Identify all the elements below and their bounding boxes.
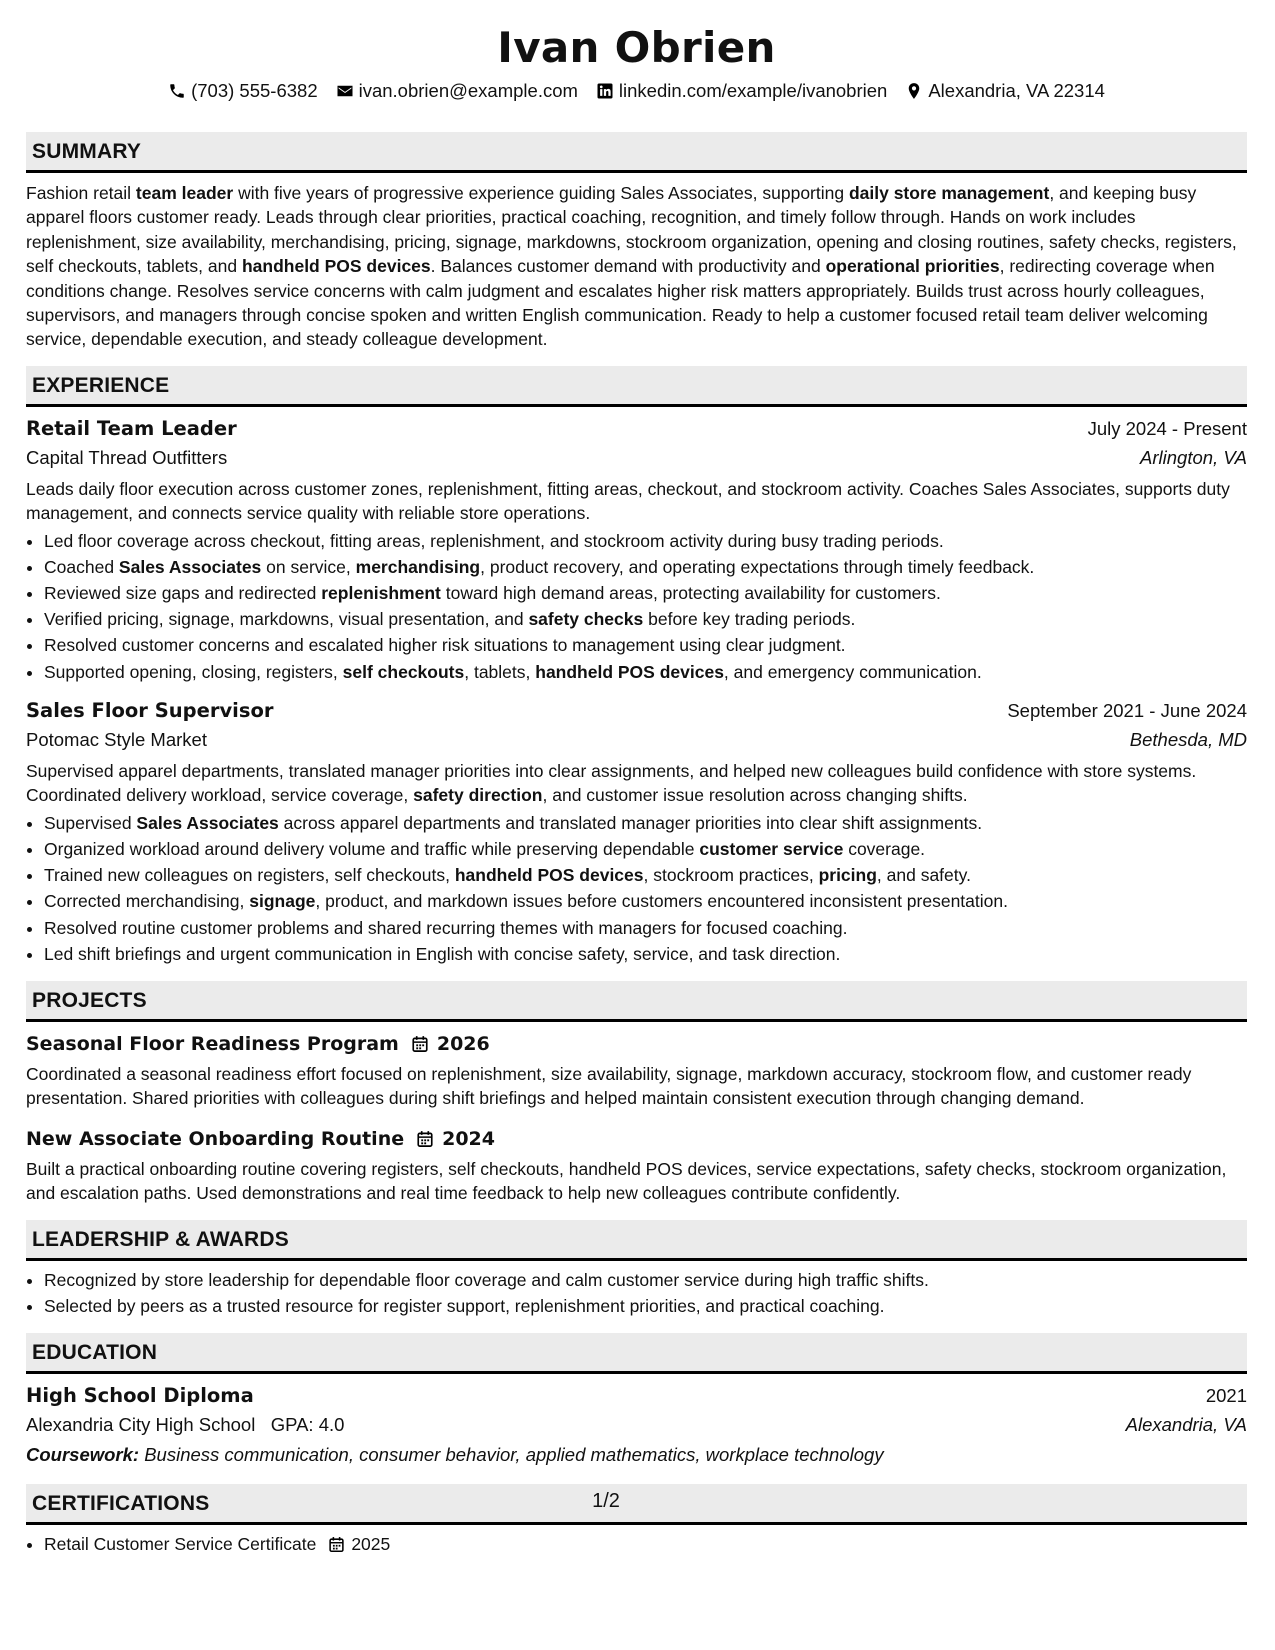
contact-bar — [26, 78, 1247, 104]
project-year: 2026 — [436, 1032, 490, 1055]
job-entry — [26, 697, 1247, 967]
list-item — [44, 1531, 1247, 1557]
list-item: • Selected by peers as a trusted resource for register support, replenishment priorities, and practical coaching. — [44, 1293, 1247, 1319]
list-item: • Led floor coverage across checkout, fitting areas, replenishment, and stockroom activity during busy trading periods. — [44, 528, 1247, 554]
list-item: • Resolved routine customer problems and shared recurring themes with managers for focused coaching. — [44, 915, 1247, 941]
list-item: • Supported opening, closing, registers, self checkouts, tablets, handheld POS devices, and emergency communication. — [44, 659, 1247, 685]
job-dates: September 2021 - June 2024 — [1007, 699, 1247, 721]
location-text: Alexandria, VA 22314 — [928, 80, 1105, 101]
project-year: 2024 — [442, 1127, 495, 1150]
project-description: Built a practical onboarding routine covering registers, self checkouts, handheld POS devices, service expectations, safety checks, stockroom organization, and escalation paths. Used demonstrations and real time feedback to help new colleagues contribute confidently. — [26, 1158, 1227, 1204]
project-name: Seasonal Floor Readiness Program — [26, 1032, 399, 1055]
coursework: Coursework: Business communication, consumer behavior, applied mathematics, workplace technology — [26, 1443, 884, 1465]
contact-location — [905, 78, 1105, 104]
project-name: New Associate Onboarding Routine — [26, 1127, 405, 1150]
leadership-list — [26, 1267, 1247, 1319]
phone-text: (703) 555-6382 — [191, 80, 318, 101]
job-description: Leads daily floor execution across customer zones, replenishment, fitting areas, checkout, and stockroom activity. Coaches Sales Associates, supports duty management, and connects service quality with reliable store operations. — [26, 478, 1230, 524]
certifications-list — [26, 1531, 1247, 1557]
school: Alexandria City High School GPA: 4.0 — [26, 1413, 345, 1435]
contact-linkedin[interactable] — [596, 78, 887, 104]
certification-name: • Retail Customer Service Certificate — [44, 1533, 317, 1554]
phone-icon — [168, 82, 186, 100]
calendar-icon — [328, 1536, 345, 1553]
list-item: • Recognized by store leadership for dependable floor coverage and calm customer service during high traffic shifts. — [44, 1267, 1247, 1293]
map-pin-icon — [905, 82, 923, 100]
project-description: Coordinated a seasonal readiness effort focused on replenishment, size availability, signage, markdown accuracy, stockroom flow, and customer ready presentation. Shared priorities with colleagues during shift briefings and helped maintain consistent execution through changing demand. — [26, 1063, 1192, 1109]
job-description: Supervised apparel departments, translated manager priorities into clear assignments, and helped new colleagues build confidence with store systems. Coordinated delivery workload, service coverage, safety direction, and customer issue resolution across changing shifts. — [26, 760, 1197, 806]
job-bullets — [26, 810, 1247, 967]
list-item: • Organized workload around delivery volume and traffic while preserving dependable customer service coverage. — [44, 836, 1247, 862]
list-item: • Corrected merchandising, signage, product, and markdown issues before customers encountered inconsistent presentation. — [44, 888, 1247, 914]
job-company: Capital Thread Outfitters — [26, 446, 228, 468]
candidate-name: Ivan Obrien — [497, 23, 776, 72]
contact-phone[interactable] — [168, 78, 318, 104]
list-item: • Reviewed size gaps and redirected replenishment toward high demand areas, protecting availability for customers. — [44, 580, 1247, 606]
list-item: • Trained new colleagues on registers, self checkouts, handheld POS devices, stockroom practices, pricing, and safety. — [44, 862, 1247, 888]
section-header-experience: EXPERIENCE — [26, 366, 1247, 407]
section-header-summary: SUMMARY — [26, 132, 1247, 173]
linkedin-icon — [596, 82, 614, 100]
degree: High School Diploma — [26, 1383, 254, 1407]
section-header-certifications: CERTIFICATIONS — [26, 1484, 1247, 1525]
email-text: ivan.obrien@example.com — [358, 80, 578, 101]
list-item: • Verified pricing, signage, markdowns, visual presentation, and safety checks before key trading periods. — [44, 606, 1247, 632]
list-item: • Supervised Sales Associates across apparel departments and translated manager priorities into clear shift assignments. — [44, 810, 1247, 836]
job-title: Retail Team Leader — [26, 416, 237, 440]
list-item: • Coached Sales Associates on service, merchandising, product recovery, and operating expectations through timely feedback. — [44, 554, 1247, 580]
certification-year: 2025 — [351, 1533, 391, 1554]
education-entry — [26, 1382, 1247, 1470]
section-header-education: EDUCATION — [26, 1333, 1247, 1374]
school-location: Alexandria, VA — [1125, 1413, 1247, 1435]
job-location: Arlington, VA — [1140, 446, 1247, 468]
calendar-icon — [411, 1035, 429, 1053]
project-entry — [26, 1030, 1247, 1111]
contact-email[interactable] — [336, 78, 578, 104]
job-title: Sales Floor Supervisor — [26, 698, 274, 722]
list-item: • Resolved customer concerns and escalated higher risk situations to management using clear judgment. — [44, 632, 1247, 658]
job-location: Bethesda, MD — [1129, 728, 1247, 750]
section-header-leadership: LEADERSHIP & AWARDS — [26, 1220, 1247, 1261]
job-bullets — [26, 528, 1247, 685]
calendar-icon — [416, 1130, 434, 1148]
graduation-year: 2021 — [1205, 1384, 1247, 1406]
envelope-icon — [336, 82, 354, 100]
summary-text: Fashion retail team leader with five years of progressive experience guiding Sales Associates, supporting daily store management, and keeping busy apparel floors customer ready. Leads through clear priorities, practical coaching, recognition, and timely follow through. Hands on work includes replenishment, size availability, merchandising, pricing, signage, markdowns, stockroom organization, opening and closing routines, safety checks, registers, self checkouts, tablets, and handheld POS devices. Balances customer demand with productivity and operational priorities, redirecting coverage when conditions change. Resolves service concerns with calm judgment and escalates higher risk matters appropriately. Builds trust across hourly colleagues, supervisors, and managers through concise spoken and written English communication. Ready to help a customer focused retail team deliver welcoming service, dependable execution, and steady colleague development. — [26, 183, 1237, 350]
section-header-projects: PROJECTS — [26, 981, 1247, 1022]
list-item: • Led shift briefings and urgent communication in English with concise safety, service, and task direction. — [44, 941, 1247, 967]
linkedin-text: linkedin.com/example/ivanobrien — [618, 80, 888, 101]
page-number: 1/2 — [592, 1490, 620, 1512]
job-dates: July 2024 - Present — [1087, 417, 1247, 439]
project-entry — [26, 1125, 1247, 1206]
job-entry — [26, 415, 1247, 685]
gpa: GPA: 4.0 — [270, 1413, 345, 1435]
job-company: Potomac Style Market — [26, 728, 207, 750]
